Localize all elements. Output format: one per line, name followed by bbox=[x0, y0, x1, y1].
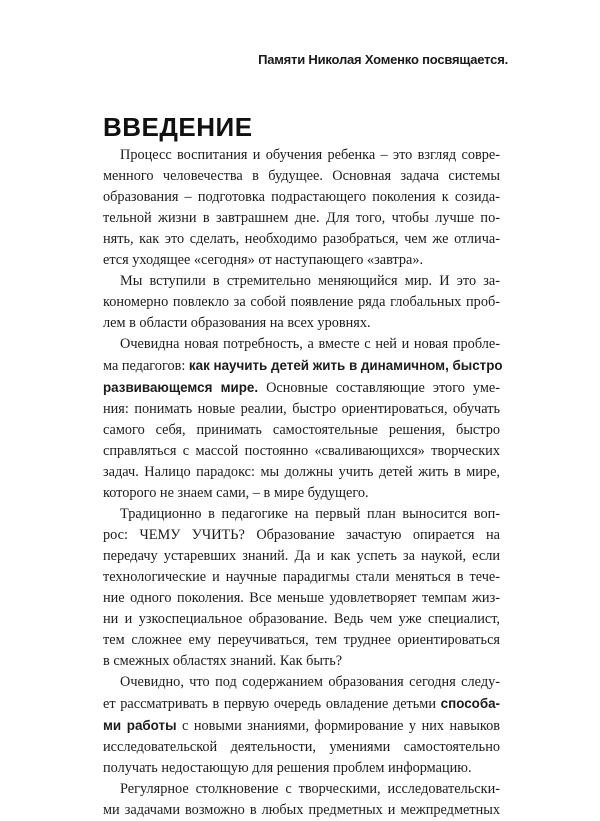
text-run: в смежных областях знаний. Как быть? bbox=[103, 653, 343, 669]
text-run: Мы вступили в стремительно меняющийся мир. И это за- bbox=[120, 273, 500, 289]
paragraph bbox=[103, 145, 500, 271]
text-line bbox=[103, 715, 500, 737]
text-run: нять, как это сделать, необходимо разобраться, чем же отлича- bbox=[103, 231, 500, 247]
text-run: Традиционно в педагогике на первый план выносится воп- bbox=[120, 506, 500, 522]
text-run: лем в области образования на всех уровнях. bbox=[103, 315, 371, 331]
emphasis-text: ми работы bbox=[103, 718, 177, 733]
text-line bbox=[103, 651, 500, 672]
text-line bbox=[103, 334, 500, 355]
text-run: ни и узкоспециальное образование. Ведь чем уже специалист, bbox=[103, 611, 500, 627]
text-run: ма педагогов: bbox=[103, 358, 189, 374]
text-run: Очевидно, что под содержанием образования сегодня следу- bbox=[120, 674, 500, 690]
text-line bbox=[103, 166, 500, 187]
text-run: образования – подготовка подрастающего поколения к созида- bbox=[103, 189, 500, 205]
text-run: ется уходящее «сегодня» от наступающего «завтра». bbox=[103, 252, 424, 268]
text-run: Регулярное столкновение с творческими, исследовательски- bbox=[120, 781, 500, 797]
chapter-body bbox=[103, 145, 503, 821]
text-line bbox=[103, 525, 500, 546]
text-line bbox=[103, 377, 500, 399]
text-line bbox=[103, 546, 500, 567]
text-line bbox=[103, 779, 500, 800]
text-run: задач. Налицо парадокс: мы должны учить детей жить в мире, bbox=[103, 464, 500, 480]
text-run: исследовательской деятельности, умениями самостоятельно bbox=[103, 739, 500, 755]
text-line bbox=[103, 271, 500, 292]
text-run: ми задачами возможно в любых предметных и межпредметных bbox=[103, 802, 500, 818]
text-line bbox=[103, 630, 500, 651]
text-run: получать недостающую для решения проблем информацию. bbox=[103, 760, 472, 776]
paragraph bbox=[103, 334, 503, 504]
text-line bbox=[103, 208, 500, 229]
text-run: с новыми знаниями, формирование у них навыков bbox=[176, 718, 500, 734]
text-run: Основные составляющие этого уме- bbox=[258, 380, 500, 396]
text-line bbox=[103, 420, 500, 441]
text-run: рос: ЧЕМУ УЧИТЬ? Образование зачастую опирается на bbox=[103, 527, 500, 543]
text-run: Процесс воспитания и обучения ребенка – это взгляд совре- bbox=[120, 147, 500, 163]
text-run: передачу устаревших знаний. Да и как успеть за наукой, если bbox=[103, 548, 500, 564]
text-line bbox=[103, 693, 500, 715]
text-line bbox=[103, 483, 500, 504]
text-run: самого себя, принимать самостоятельные решения, быстро bbox=[103, 422, 500, 438]
paragraph bbox=[103, 672, 500, 779]
chapter-heading: ВВЕДЕНИЕ bbox=[103, 112, 253, 142]
paragraph bbox=[103, 271, 500, 334]
text-line bbox=[103, 441, 500, 462]
text-line bbox=[103, 250, 500, 271]
text-line bbox=[103, 504, 500, 525]
text-run: ния: понимать новые реалии, быстро ориентироваться, обучать bbox=[103, 401, 500, 417]
text-run: Очевидна новая потребность, а вместе с ней и новая пробле- bbox=[120, 336, 500, 352]
text-line bbox=[103, 672, 500, 693]
text-line bbox=[103, 758, 500, 779]
text-run: ние одного поколения. Все меньше удовлетворяет темпам жиз- bbox=[103, 590, 500, 606]
text-run: тем сложнее ему переучиваться, тем труднее ориентироваться bbox=[103, 632, 500, 648]
emphasis-text: как научить детей жить в динамичном, быстро bbox=[188, 358, 503, 373]
emphasis-text: развивающемся мире. bbox=[103, 380, 259, 395]
dedication: Памяти Николая Хоменко посвящается. bbox=[258, 52, 508, 67]
text-line bbox=[103, 462, 500, 483]
text-line bbox=[103, 187, 500, 208]
text-line bbox=[103, 292, 500, 313]
text-run: справляться с массой постоянно «сваливающихся» творческих bbox=[103, 443, 500, 459]
text-run: тельной жизни в завтрашнем дне. Для того, чтобы лучше по- bbox=[103, 210, 500, 226]
text-line bbox=[103, 145, 500, 166]
text-line bbox=[103, 567, 500, 588]
paragraph bbox=[103, 779, 500, 821]
text-run: менного человечества в будущее. Основная задача системы bbox=[103, 168, 500, 184]
text-line bbox=[103, 313, 500, 334]
text-line bbox=[103, 355, 503, 377]
text-run: ет рассматривать в первую очередь овладение детьми bbox=[103, 696, 441, 712]
text-line bbox=[103, 588, 500, 609]
text-line bbox=[103, 737, 500, 758]
text-line bbox=[103, 609, 500, 630]
emphasis-text: способа- bbox=[440, 696, 500, 711]
text-line bbox=[103, 800, 500, 821]
text-line bbox=[103, 399, 500, 420]
text-run: кономерно повлекло за собой появление ряда глобальных проб- bbox=[103, 294, 500, 310]
text-run: технологические и научные парадигмы стали меняться в тече- bbox=[103, 569, 500, 585]
text-run: которого не знаем сами, – в мире будущего. bbox=[103, 485, 369, 501]
text-line bbox=[103, 229, 500, 250]
paragraph bbox=[103, 504, 500, 672]
